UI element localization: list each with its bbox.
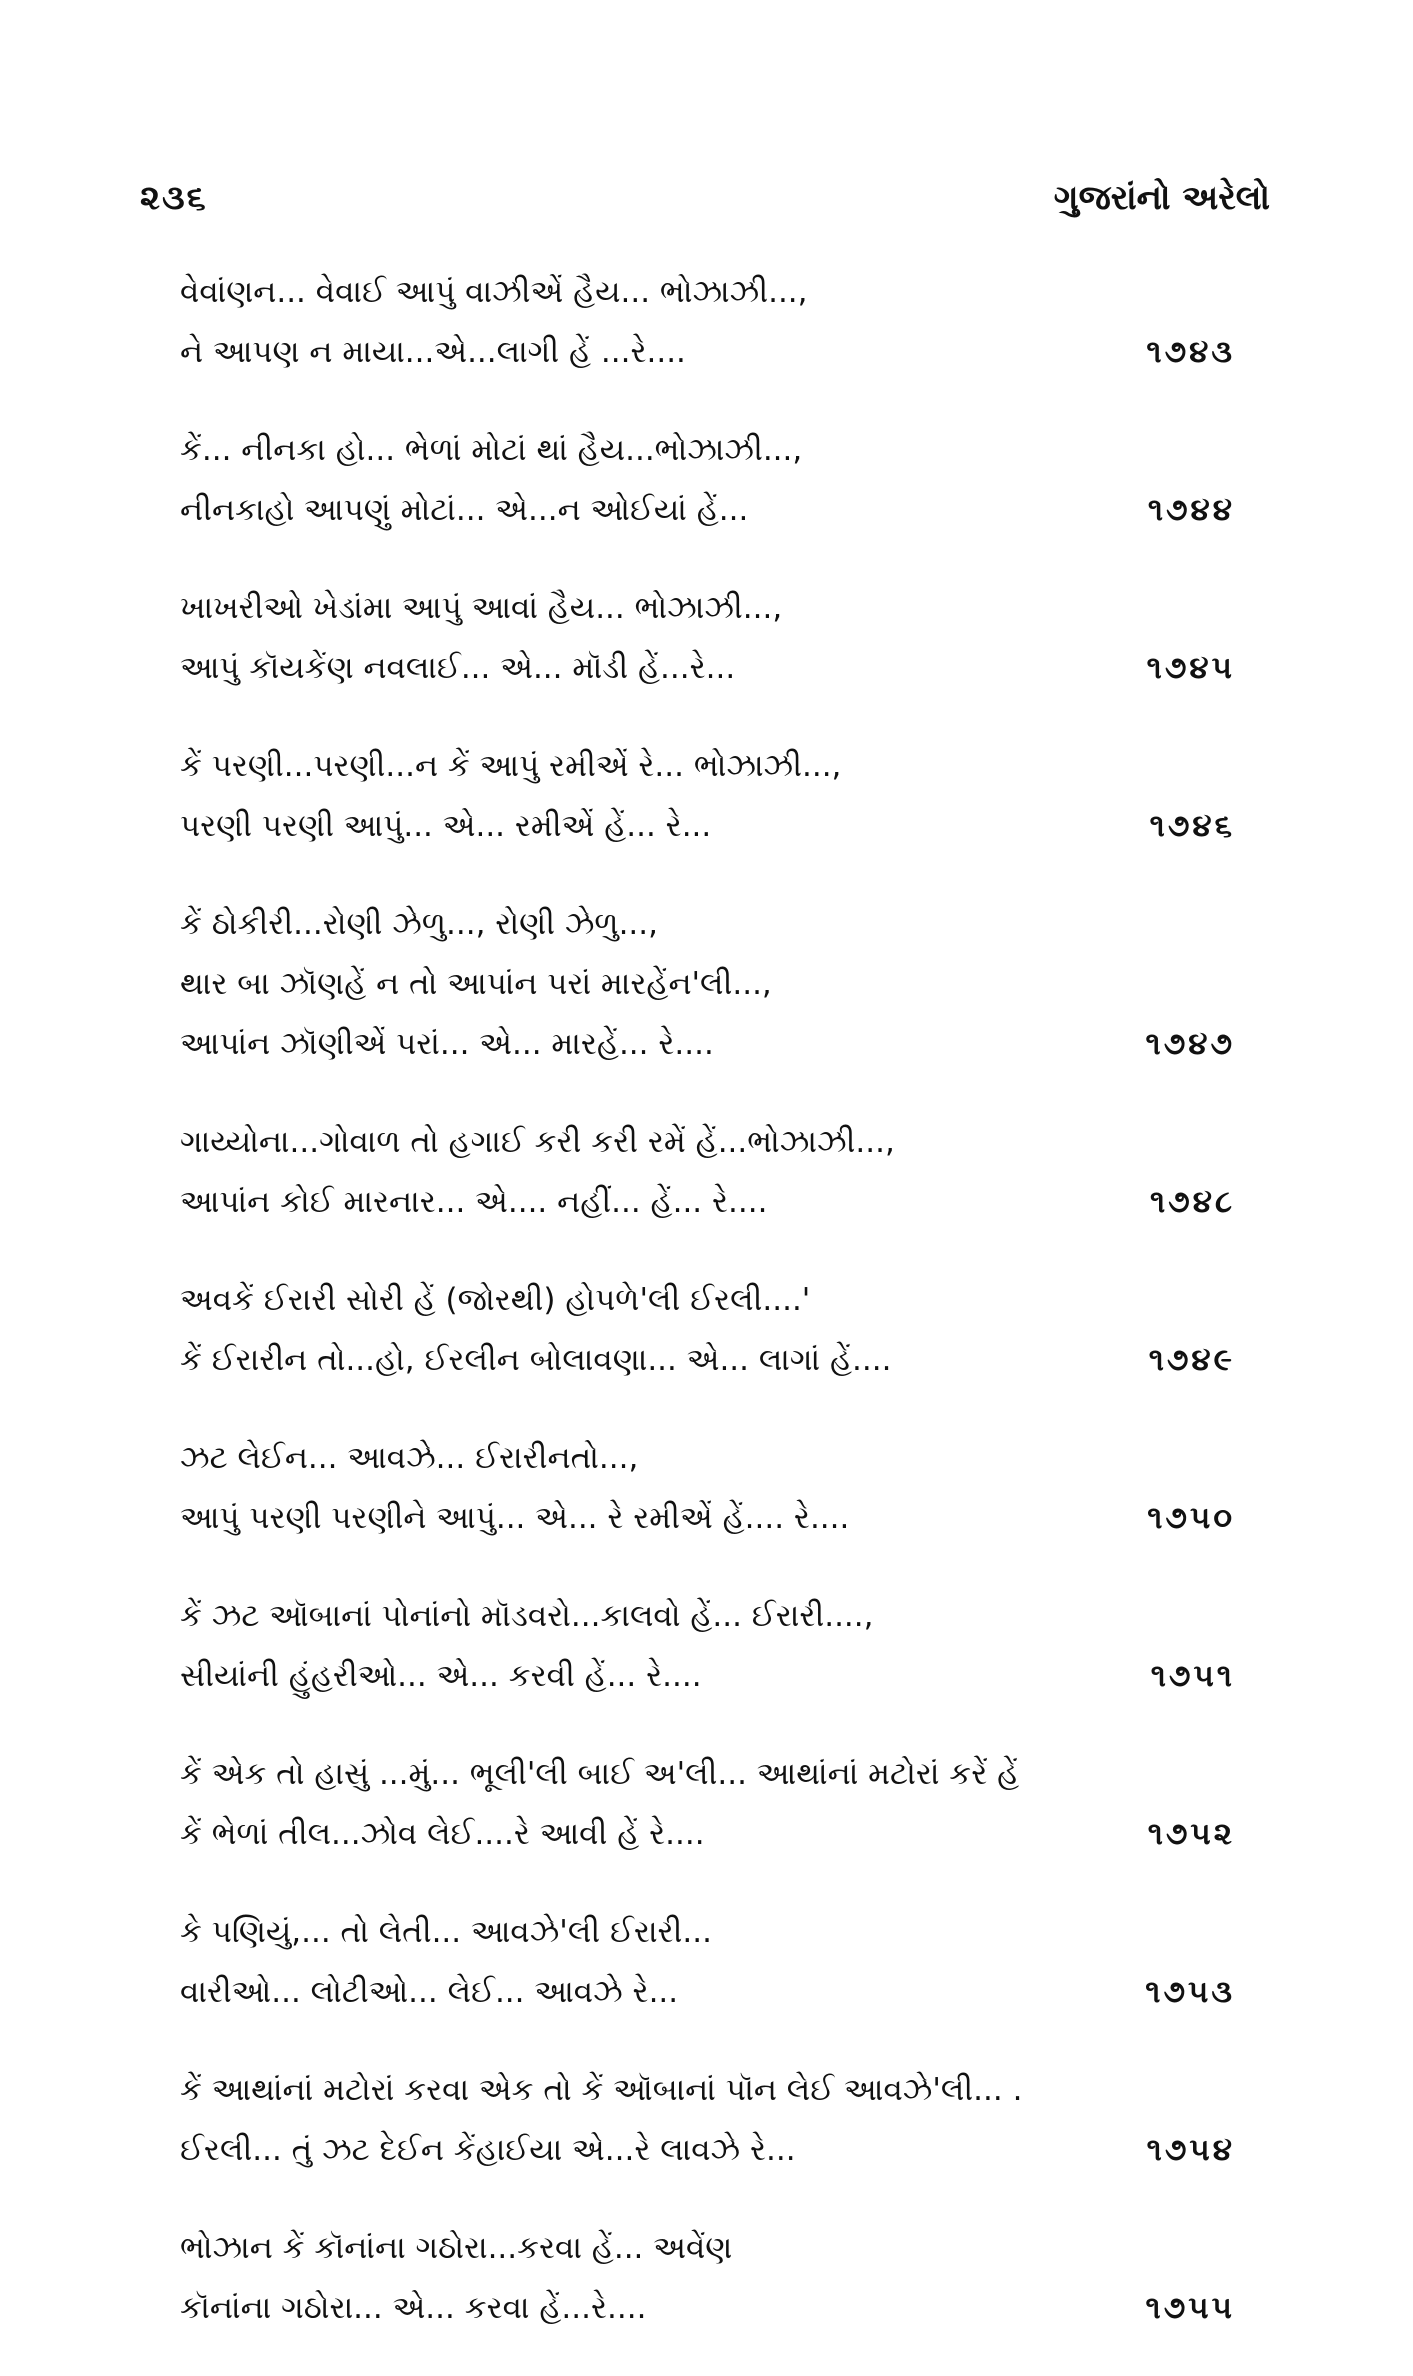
verse-line: કેં ઝટ ઑબાનાં પોનાંનો મૉડવરો...કાલવો હેં... ઈરારી....,: [180, 1598, 874, 1634]
running-title: ગુજરાંનો અરેલો: [1053, 178, 1270, 218]
stanza: [180, 1428, 1235, 1548]
verse-line: કેં... નીનકા હો... ભેળાં મોટાં થાં હૈય...ભોઝાઝી...,: [180, 432, 803, 468]
verse-line: ને આપણ ન માયા...એ...લાગી હેં ...રે....: [180, 334, 686, 370]
verse-number: ૧૭૫૧: [1150, 1658, 1235, 1694]
verse-line: થાર બા ઝૉણહેં ન તો આપાંન પરાં મારહેંન'લી...,: [180, 966, 772, 1002]
verse-number: ૧૭૫૨: [1147, 1816, 1235, 1852]
stanza: [180, 1902, 1235, 2022]
verse-line: કેં ઠોકીરી...રોણી ઝેળુ..., રોણી ઝેળુ...,: [180, 906, 658, 942]
verse-line: આપાંન કોઈ મારનાર... એ.... નહીં... હેં... રે....: [180, 1184, 768, 1220]
verse-line: વારીઓ... લોટીઓ... લેઈ... આવઝે રે...: [180, 1974, 679, 2010]
verse-number: ૧૭૪૬: [1149, 808, 1235, 844]
stanza: [180, 578, 1235, 698]
verse-line: નીનકાહો આપણું મોટાં... એ...ન ઓઈયાં હેં...: [180, 492, 749, 528]
verse-line: ખાખરીઓ ખેડાંમા આપું આવાં હૈય... ભોઝાઝી...,: [180, 590, 783, 626]
stanza: [180, 1270, 1235, 1390]
verse-line: કૉનાંના ગઠોરા... એ... કરવા હેં...રે....: [180, 2290, 647, 2326]
stanza: [180, 262, 1235, 382]
page-header: [140, 178, 1270, 228]
verse-line: આપું પરણી પરણીને આપું... એ... રે રમીએં હેં.... રે....: [180, 1500, 850, 1536]
stanza: [180, 1744, 1235, 1864]
verse-number: ૧૭૫૦: [1147, 1500, 1235, 1536]
verse-number: ૧૭૪૮: [1149, 1184, 1235, 1220]
verse-line: કેં ભેળાં તીલ...ઝોવ લેઈ....રે આવી હેં રે....: [180, 1816, 705, 1852]
verse-line: આપાંન ઝૉણીએં પરાં... એ... મારહેં... રે....: [180, 1026, 714, 1062]
verse-number: ૧૭૫૪: [1146, 2132, 1235, 2168]
verse-number: ૧૭૪૩: [1146, 334, 1235, 370]
verse-line: પરણી પરણી આપું... એ... રમીએં હેં... રે...: [180, 808, 712, 844]
verse-line: કેં ઈરારીન તો...હો, ઈરલીન બોલાવણા... એ... લાગાં હેં....: [180, 1342, 892, 1378]
verse-line: ઈરલી... તું ઝટ દેઈન કેંહાઈયા એ...રે લાવઝે રે...: [180, 2132, 796, 2168]
stanza: [180, 736, 1235, 856]
verse-number: ૧૭૪૫: [1146, 650, 1235, 686]
verse-line: કેં પરણી...પરણી...ન કેં આપું રમીએં રે... ભોઝાઝી...,: [180, 748, 842, 784]
stanza: [180, 2060, 1235, 2180]
verse-line: આપું કૉયકેંણ નવલાઈ... એ... મૉડી હેં...રે...: [180, 650, 736, 686]
verse-line: ભોઝાન કેં કૉનાંના ગઠોરા...કરવા હેં... અવેંણ: [180, 2230, 733, 2266]
verse-number: ૧૭૫૫: [1145, 2290, 1235, 2326]
verse-line: સીયાંની હુંહરીઓ... એ... કરવી હેં... રે....: [180, 1658, 702, 1694]
verse-body: [180, 262, 1235, 2376]
stanza: [180, 420, 1235, 540]
stanza: [180, 1586, 1235, 1706]
page-number: ૨૩૬: [140, 178, 208, 218]
verse-number: ૧૭૪૭: [1145, 1026, 1235, 1062]
verse-line: કેં આથાંનાં મટોરાં કરવા એક તો કેં ઑબાનાં પૉન લેઈ આવઝે'લી... .: [180, 2072, 1023, 2108]
verse-line: કેં એક તો હાસું ...મું... ભૂલી'લી બાઈ અ'લી... આથાંનાં મટોરાં કરેં હેં: [180, 1756, 1020, 1792]
verse-line: કે પણિયું,... તો લેતી... આવઝે'લી ઈરારી...: [180, 1914, 712, 1950]
verse-line: ગાય્યોના...ગોવાળ તો હગાઈ કરી કરી રમેં હેં...ભોઝાઝી...,: [180, 1124, 895, 1160]
verse-line: અવકેં ઈરારી સોરી હેં (જોરથી) હોપળે'લી ઈરલી....': [180, 1282, 811, 1318]
verse-line: ઝટ લેઈન... આવઝે... ઈરારીનતો...,: [180, 1440, 639, 1476]
stanza: [180, 2218, 1235, 2338]
verse-line: વેવાંણન... વેવાઈ આપું વાઝીએં હૈય... ભોઝાઝી...,: [180, 274, 808, 310]
stanza: [180, 894, 1235, 1074]
stanza: [180, 1112, 1235, 1232]
verse-number: ૧૭૪૯: [1148, 1342, 1235, 1378]
verse-number: ૧૭૫૩: [1145, 1974, 1235, 2010]
verse-number: ૧૭૪૪: [1147, 492, 1235, 528]
